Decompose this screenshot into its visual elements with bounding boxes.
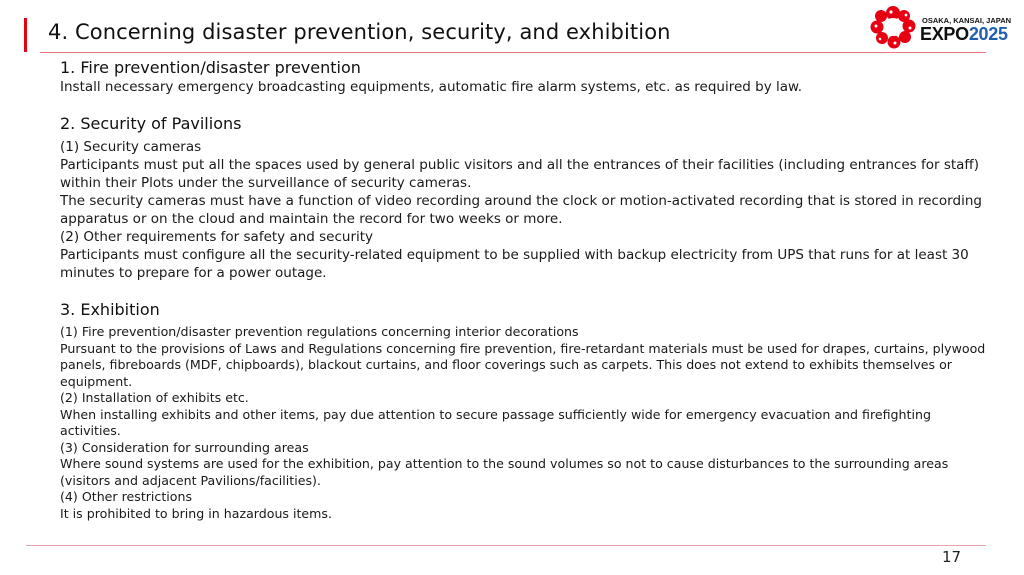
subsection-title: (2) Other requirements for safety and security [60,229,374,245]
section-heading: 3. Exhibition [60,300,160,319]
paragraph: When installing exhibits and other items, pay due attention to secure passage sufficiently wide for emergency evacuation and firefighting activities. [60,406,931,438]
expo-emblem-icon [868,4,918,50]
subsection-title: (1) Fire prevention/disaster prevention regulations concerning interior decorations [60,324,579,339]
logo-year: 2025 [968,24,1008,44]
expo-2025-logo [868,4,1018,50]
section-text: Install necessary emergency broadcasting equipments, automatic fire alarm systems, etc. as required by law. [60,79,803,95]
subsection-title: (1) Security cameras [60,139,202,155]
section-security [60,114,990,282]
logo-wordmark [920,24,1008,45]
paragraph: It is prohibited to bring in hazardous items. [60,505,333,521]
paragraph: Where sound systems are used for the exhibition, pay attention to the sound volumes so not to cause disturbances to the surrounding areas (visitors and adjacent Pavilions/facilities). [60,456,949,488]
section-heading: 1. Fire prevention/disaster prevention [60,58,361,77]
paragraph: Pursuant to the provisions of Laws and Regulations concerning fire prevention, fire-retardant materials must be used for drapes, curtains, plywood panels, fibreboards (MDF, chipboards), blackout curtains, and floor coverings such as carpets. This does not extend to exhibits themselves or equipment. [60,340,986,389]
slide-content [60,58,990,522]
section-fire-prevention [60,58,990,96]
paragraph: The security cameras must have a function of video recording around the clock or motion-activated recording that is stored in recording apparatus or on the cloud and maintain the record for two weeks or more. [60,193,982,227]
subsection-title: (4) Other restrictions [60,489,193,504]
subsection-title: (3) Consideration for surrounding areas [60,439,309,455]
page-number: 17 [942,548,962,566]
logo-location-text: OSAKA, KANSAI, JAPAN [922,16,1012,25]
page-title: 4. Concerning disaster prevention, security, and exhibition [48,20,671,44]
subsection-title: (2) Installation of exhibits etc. [60,390,249,405]
paragraph: Participants must configure all the security-related equipment to be supplied with backup electricity from UPS that runs for at least 30 minutes to prepare for a power outage. [60,247,969,281]
paragraph: Participants must put all the spaces used by general public visitors and all the entrances of their facilities (including entrances for staff) within their Plots under the surveillance of security cameras. [60,157,979,191]
title-accent-bar [24,18,27,52]
section-exhibition [60,300,990,522]
section-heading: 2. Security of Pavilions [60,114,242,133]
title-divider [40,52,986,53]
logo-brand: EXPO [920,24,969,44]
footer-divider [26,545,986,546]
